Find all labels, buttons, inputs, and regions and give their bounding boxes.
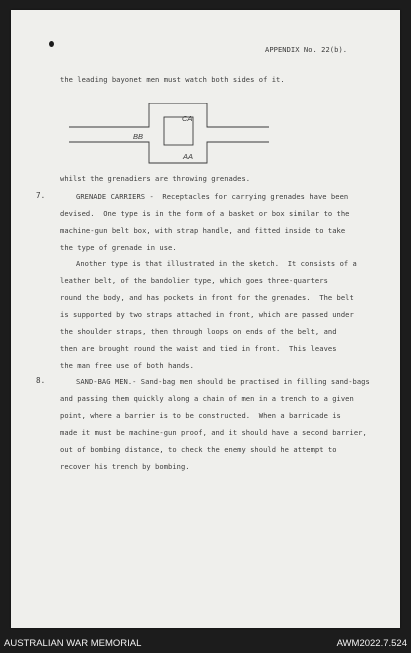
trench-diagram bbox=[69, 103, 279, 165]
text-line: leather belt, of the bandolier type, which goes three-quarters bbox=[60, 276, 328, 285]
text-line: point, where a barrier is to be constructed. When a barricade is bbox=[60, 411, 341, 420]
text-line: then are brought round the waist and tied in front. This leaves bbox=[60, 344, 337, 353]
label-ca: CA bbox=[182, 114, 193, 123]
text-line: recover his trench by bombing. bbox=[60, 462, 190, 471]
footer-accession-number: AWM2022.7.524 bbox=[336, 638, 407, 649]
appendix-header: APPENDIX No. 22(b). bbox=[265, 45, 348, 54]
text-line: SAND-BAG MEN.- Sand-bag men should be practised in filling sand-bags bbox=[76, 377, 370, 386]
text-line: the leading bayonet men must watch both sides of it. bbox=[60, 75, 285, 84]
text-line: is supported by two straps attached in front, which are passed under bbox=[60, 310, 354, 319]
punch-hole bbox=[49, 41, 54, 47]
text-line: Another type is that illustrated in the sketch. It consists of a bbox=[76, 259, 357, 268]
text-line: round the body, and has pockets in front for the grenades. The belt bbox=[60, 293, 354, 302]
footer-institution: AUSTRALIAN WAR MEMORIAL bbox=[4, 638, 142, 649]
footer-bar bbox=[0, 630, 411, 653]
text-line: devised. One type is in the form of a basket or box similar to the bbox=[60, 209, 350, 218]
paragraph-number: 7. bbox=[36, 191, 46, 200]
label-aa: AA bbox=[183, 152, 194, 161]
trench-upper-outline bbox=[69, 103, 269, 127]
text-line: out of bombing distance, to check the enemy should he attempt to bbox=[60, 445, 337, 454]
text-line: whilst the grenadiers are throwing grenades. bbox=[60, 174, 251, 183]
text-line: machine-gun belt box, with strap handle, and fitted inside to take bbox=[60, 226, 346, 235]
paragraph-number: 8. bbox=[36, 376, 46, 385]
label-bb: BB bbox=[133, 132, 144, 141]
text-line: the shoulder straps, then through loops on ends of the belt, and bbox=[60, 327, 337, 336]
text-line: GRENADE CARRIERS - Receptacles for carrying grenades have been bbox=[76, 192, 349, 201]
text-line: and passing them quickly along a chain of men in a trench to a given bbox=[60, 394, 354, 403]
text-line: the man free use of both hands. bbox=[60, 361, 194, 370]
text-line: the type of grenade in use. bbox=[60, 243, 177, 252]
document-page bbox=[11, 10, 400, 628]
text-line: made it must be machine-gun proof, and it should have a second barrier, bbox=[60, 428, 367, 437]
